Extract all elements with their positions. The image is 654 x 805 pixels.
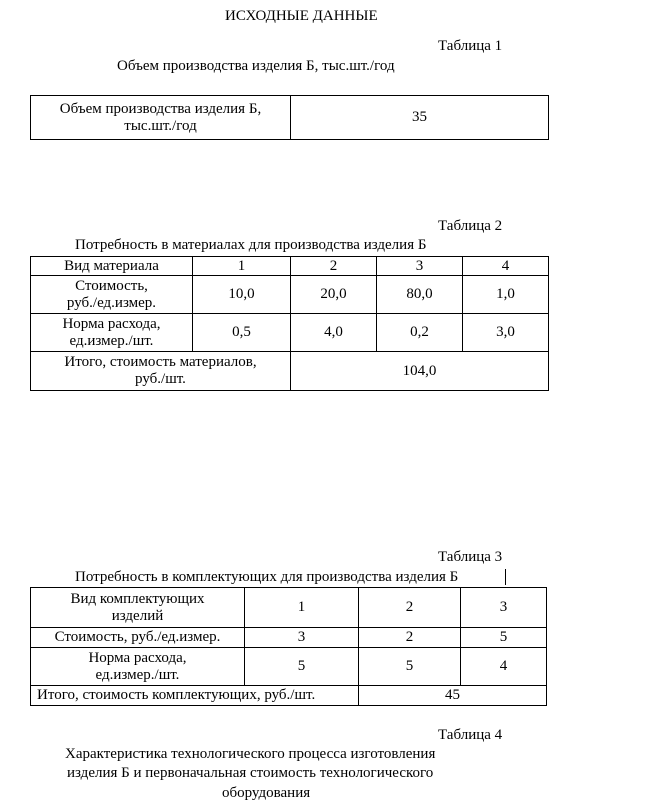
table3-cost-1: 3: [245, 628, 359, 648]
table4-label: Таблица 4: [438, 727, 503, 743]
table2-norm-2: 4,0: [291, 314, 377, 352]
table2-norm-row: [31, 314, 549, 352]
table2-head-label: Вид материала: [31, 257, 193, 276]
table3-label: Таблица 3: [438, 549, 503, 565]
table3-cost-row: [31, 628, 547, 648]
table3-title: Потребность в комплектующих для производства изделия Б: [75, 569, 459, 585]
text-cursor: [505, 569, 506, 585]
table2-norm-label: Норма расхода, ед.измер./шт.: [31, 314, 193, 352]
page-heading: ИСХОДНЫЕ ДАННЫЕ: [225, 8, 378, 24]
table2-total-row: [31, 352, 549, 391]
table2: [30, 256, 549, 391]
table3-total-label: Итого, стоимость комплектующих, руб./шт.: [31, 686, 359, 706]
table2-col-4: 4: [463, 257, 549, 276]
table3-norm-3: 4: [461, 648, 547, 686]
table4-title-line-2: изделия Б и первоначальная стоимость технологического: [67, 765, 434, 781]
table2-header-row: [31, 257, 549, 276]
table2-cost-3: 80,0: [377, 276, 463, 314]
table4-title-line-1: Характеристика технологического процесса изготовления: [65, 746, 436, 762]
table2-norm-1: 0,5: [193, 314, 291, 352]
table4-title-line-3: оборудования: [222, 785, 311, 801]
table3-col-3: 3: [461, 588, 547, 628]
table3-cost-2: 2: [359, 628, 461, 648]
table1-label: Таблица 1: [438, 38, 503, 54]
table2-cost-row: [31, 276, 549, 314]
table1-value: 35: [291, 96, 549, 140]
table2-total-label: Итого, стоимость материалов, руб./шт.: [31, 352, 291, 391]
table3-norm-2: 5: [359, 648, 461, 686]
table3-total-row: [31, 686, 547, 706]
table2-norm-4: 3,0: [463, 314, 549, 352]
table3-head-label: Вид комплектующих изделий: [31, 588, 245, 628]
table2-title: Потребность в материалах для производства изделия Б: [75, 237, 427, 253]
table1-row-label: Объем производства изделия Б, тыс.шт./год: [31, 96, 291, 140]
table3-col-2: 2: [359, 588, 461, 628]
table2-cost-4: 1,0: [463, 276, 549, 314]
table2-label: Таблица 2: [438, 218, 503, 234]
table2-cost-2: 20,0: [291, 276, 377, 314]
table2-col-2: 2: [291, 257, 377, 276]
table3-col-1: 1: [245, 588, 359, 628]
table3-norm-1: 5: [245, 648, 359, 686]
table3-norm-row: [31, 648, 547, 686]
table2-col-1: 1: [193, 257, 291, 276]
table2-cost-label: Стоимость, руб./ед.измер.: [31, 276, 193, 314]
table2-norm-3: 0,2: [377, 314, 463, 352]
table3-header-row: [31, 588, 547, 628]
table1: [30, 95, 549, 140]
table2-cost-1: 10,0: [193, 276, 291, 314]
table3-cost-3: 5: [461, 628, 547, 648]
table3-norm-label: Норма расхода, ед.измер./шт.: [31, 648, 245, 686]
table3-cost-label: Стоимость, руб./ед.измер.: [31, 628, 245, 648]
table2-col-3: 3: [377, 257, 463, 276]
table3: [30, 587, 547, 706]
table3-total-value: 45: [359, 686, 547, 706]
table1-title: Объем производства изделия Б, тыс.шт./год: [117, 58, 395, 74]
table2-total-value: 104,0: [291, 352, 549, 391]
